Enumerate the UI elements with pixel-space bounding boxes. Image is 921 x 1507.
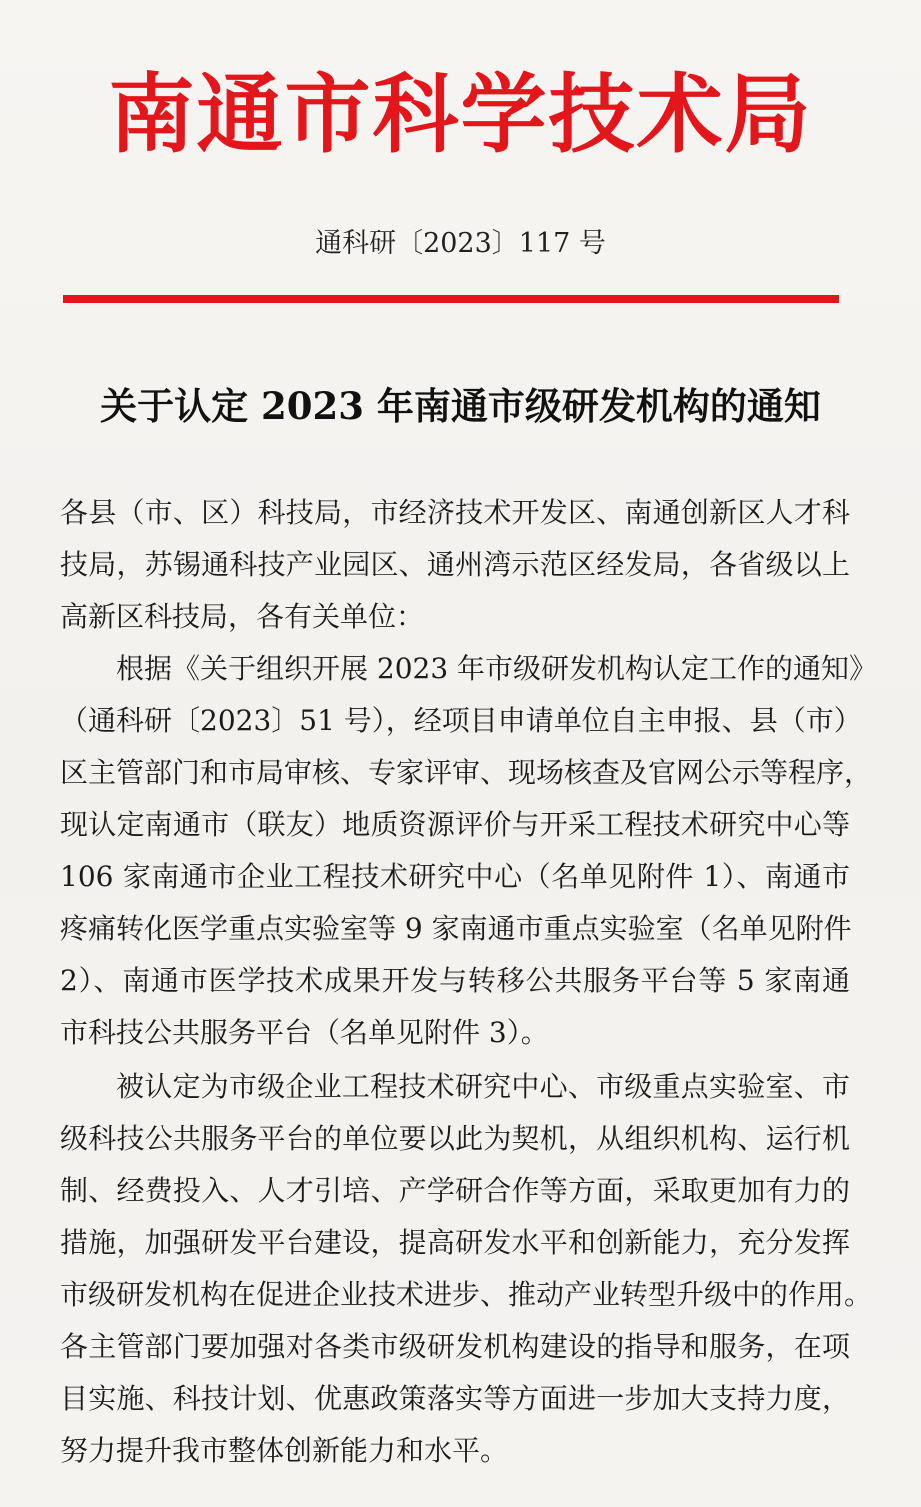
body-line: 目实施、科技计划、优惠政策落实等方面进一步加大支持力度， [60,1382,850,1415]
body-line: 市级研发机构在促进企业技术进步、推动产业转型升级中的作用。 [60,1278,873,1311]
body-line: 疼痛转化医学重点实验室等 9 家南通市重点实验室（名单见附件 [60,912,852,945]
body-line: 措施，加强研发平台建设，提高研发水平和创新能力，充分发挥 [60,1226,850,1259]
notice-title: 关于认定 2023 年南通市级研发机构的通知 [100,384,821,428]
body-line: 各县（市、区）科技局，市经济技术开发区、南通创新区人才科 [60,496,850,529]
body-line: 根据《关于组织开展 2023 年市级研发机构认定工作的通知》 [116,652,878,685]
body-line: 被认定为市级企业工程技术研究中心、市级重点实验室、市 [116,1070,850,1103]
body-line: 级科技公共服务平台的单位要以此为契机，从组织机构、运行机 [60,1122,850,1155]
agency-red-header: 南通市科学技术局 [108,65,813,165]
body-line: 各主管部门要加强对各类市级研发机构建设的指导和服务，在项 [60,1330,850,1363]
body-line: 区主管部门和市局审核、专家评审、现场核查及官网公示等程序， [60,756,873,789]
body-line: （通科研〔2023〕51 号），经项目申请单位自主申报、县（市） [60,704,862,737]
body-line: 努力提升我市整体创新能力和水平。 [60,1434,509,1467]
body-line: 现认定南通市（联友）地质资源评价与开采工程技术研究中心等 [60,808,850,841]
body-line: 2）、南通市医学技术成果开发与转移公共服务平台等 5 家南通 [60,964,850,997]
body-line: 106 家南通市企业工程技术研究中心（名单见附件 1）、南通市 [60,860,850,893]
body-line: 市科技公共服务平台（名单见附件 3）。 [60,1016,549,1049]
body-line: 高新区科技局，各有关单位： [60,600,425,633]
body-line: 制、经费投入、人才引培、产学研合作等方面，采取更加有力的 [60,1174,850,1207]
red-divider-line [63,295,839,303]
document-number: 通科研〔2023〕117 号 [315,228,606,259]
body-line: 技局，苏锡通科技产业园区、通州湾示范区经发局，各省级以上 [60,548,850,581]
